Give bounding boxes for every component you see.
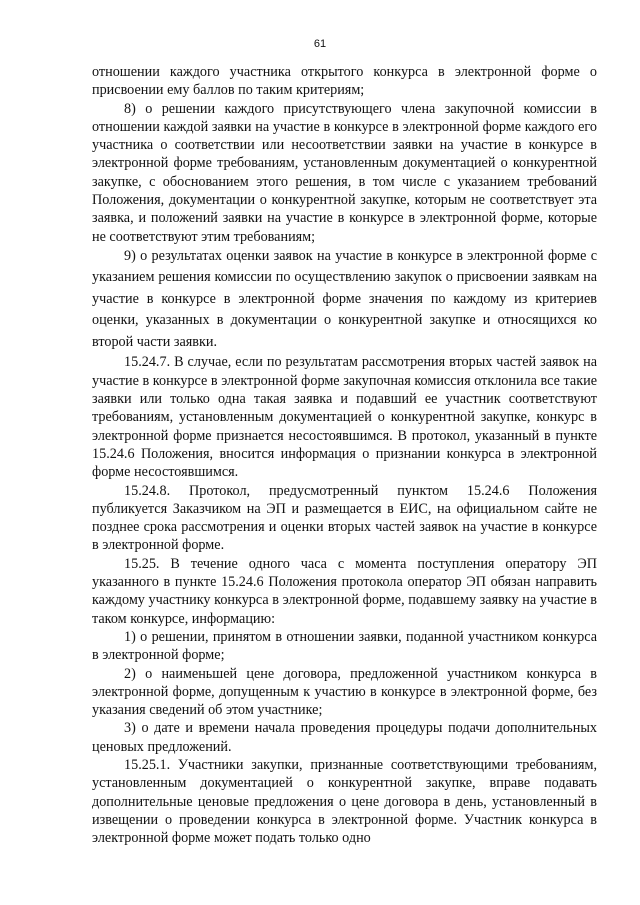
document-body (92, 63, 597, 847)
paragraph-item-3: 3) о дате и времени начала проведения процедуры подачи дополнительных ценовых предложений. (92, 720, 597, 755)
page-number: 61 (313, 38, 327, 50)
paragraph-item-2: 2) о наименьшей цене договора, предложенной участником конкурса в электронной форме, допущенным к участию в конкурсе в электронной форме, без указания сведений об этом участнике; (92, 665, 597, 719)
paragraph-continuation: отношении каждого участника открытого конкурса в электронной форме о присвоении ему баллов по таким критериям; (92, 64, 597, 99)
paragraph-item-8: 8) о решении каждого присутствующего члена закупочной комиссии в отношении каждой заявки на участие в конкурсе в электронной форме каждого его участника о соответствии или несоответствии заявки на участие в конкурсе в электронной форме требованиям, установленным документацией о конкурентной закупке, с обоснованием этого решения, в том числе с указанием требований Положения, документации о конкурентной закупке, которым не соответствует эта заявка, и положений заявки на участие в конкурсе в электронной форме, которые не соответствуют этим требованиям; (92, 100, 597, 245)
paragraph-15-24-8: 15.24.8. Протокол, предусмотренный пунктом 15.24.6 Положения публикуется Заказчиком на ЭП и размещается в ЕИС, на официальном сайте не позднее срока рассмотрения и оценки вторых частей заявок на участие в конкурсе в электронной форме. (92, 482, 597, 554)
paragraph-15-25: 15.25. В течение одного часа с момента поступления оператору ЭП указанного в пункте 15.24.6 Положения протокола оператор ЭП обязан направить каждому участнику конкурса в электронной форме, подавшему заявку на участие в таком конкурсе, информацию: (92, 555, 597, 627)
paragraph-item-1: 1) о решении, принятом в отношении заявки, поданной участником конкурса в электронной форме; (92, 628, 597, 664)
paragraph-15-25-1: 15.25.1. Участники закупки, признанные соответствующими требованиям, установленным документацией о конкурентной закупке, вправе подавать дополнительные ценовые предложения о цене договора в день, установленный в извещении о проведении конкурса в электронной форме. Участник конкурса в электронной форме может подать только одно (92, 757, 597, 847)
paragraph-15-24-7: 15.24.7. В случае, если по результатам рассмотрения вторых частей заявок на участие в конкурсе в электронной форме закупочная комиссия отклонила все такие заявки или только одна такая заявка и подавший ее участник соответствуют требованиям, установленным документацией о конкурентной закупке, конкурс в электронной форме признается несостоявшимся. В протокол, указанный в пункте 15.24.6 Положения, вносится информация о признании конкурса в электронной форме несостоявшимся. (92, 354, 597, 481)
paragraph-item-9: 9) о результатах оценки заявок на участие в конкурсе в электронной форме с указанием решения комиссии по осуществлению закупок о присвоении заявкам на участие в конкурсе в электронной форме значения по каждому из критериев оценки, указанных в документации о конкурентной закупке и относящихся ко второй части заявки. (92, 247, 597, 350)
